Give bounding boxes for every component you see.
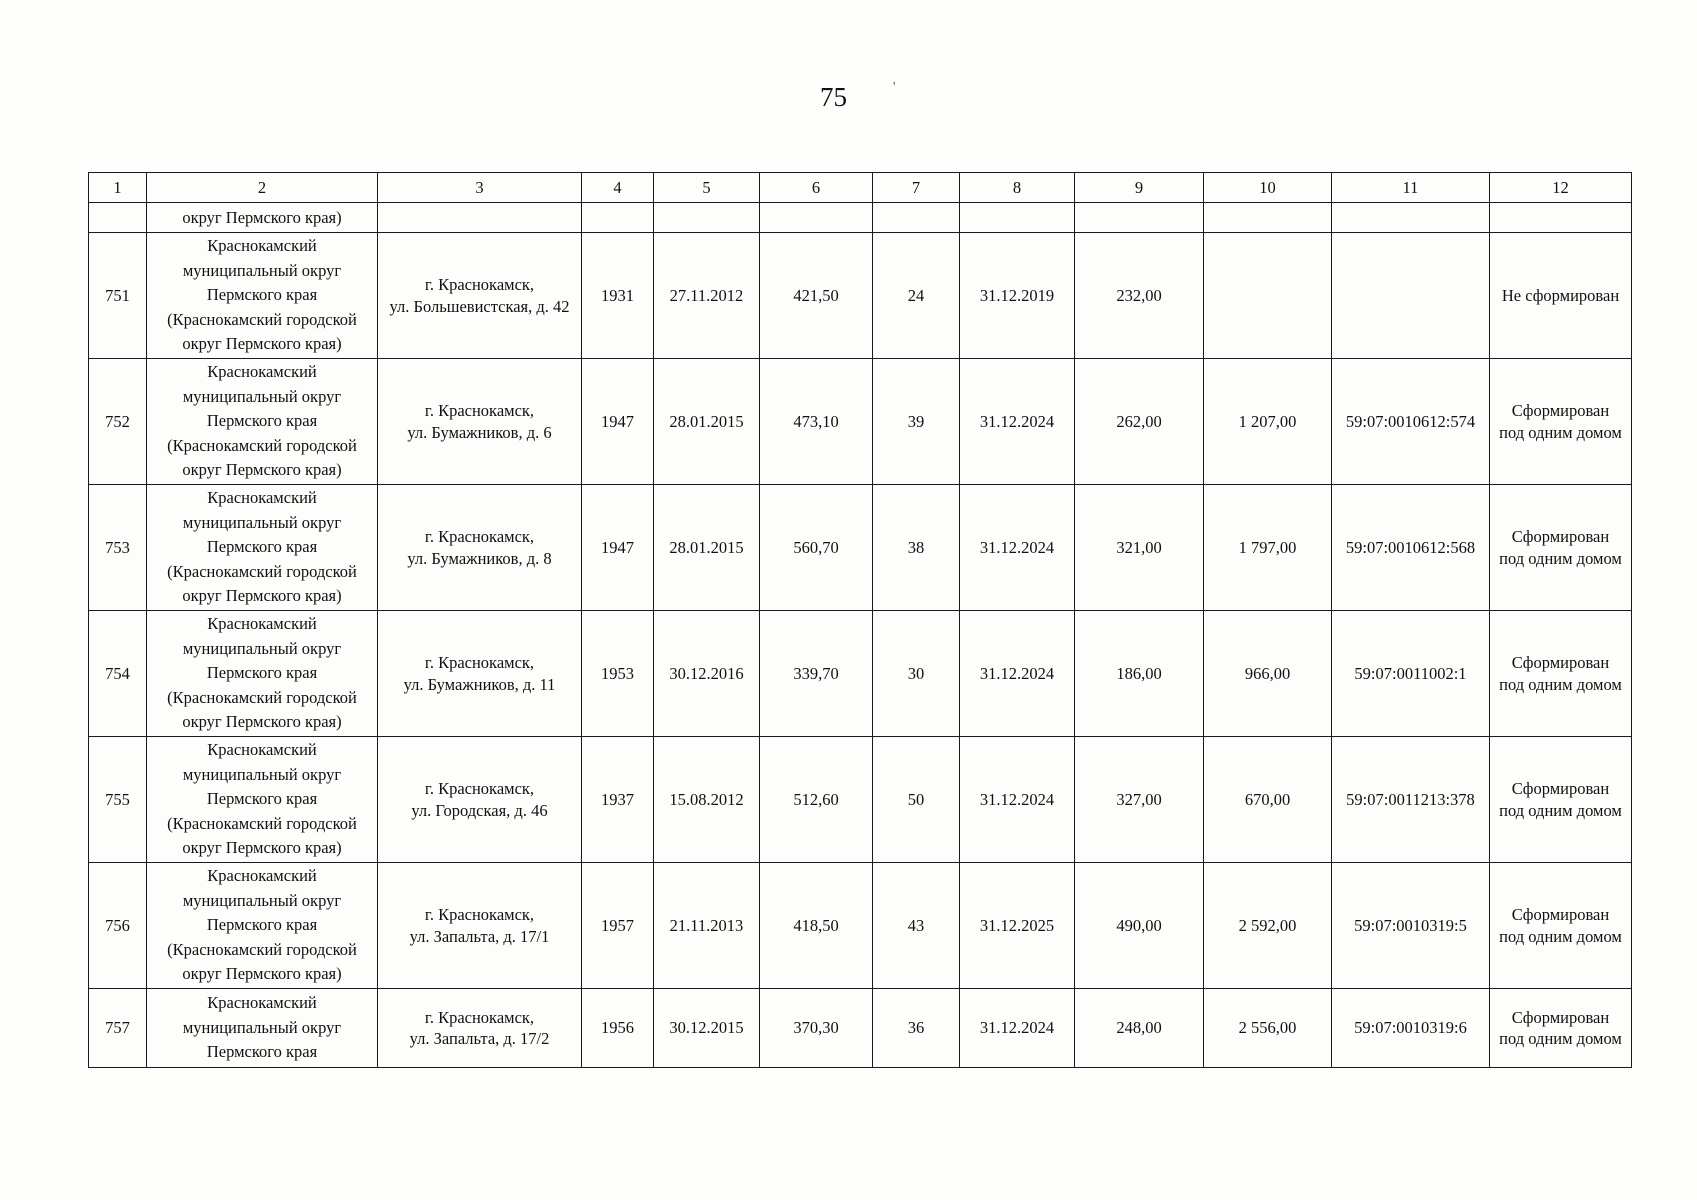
- municipality-line: Краснокамский: [207, 236, 317, 256]
- area-cell: 418,50: [760, 863, 873, 989]
- date-cell: 31.12.2024: [960, 737, 1075, 863]
- municipality-line: округ Пермского края): [182, 586, 342, 606]
- table-row: [89, 611, 1632, 737]
- count-cell: 38: [873, 485, 960, 611]
- table-row: [89, 485, 1632, 611]
- address-line: г. Краснокамск,: [424, 905, 535, 925]
- table-row: [89, 737, 1632, 863]
- row-number: 754: [89, 611, 147, 737]
- municipality-line: муниципальный округ: [182, 890, 342, 910]
- address-cell: [378, 233, 582, 359]
- address-line: ул. Запальта, д. 17/1: [409, 926, 550, 946]
- area-cell: 327,00: [1075, 737, 1204, 863]
- date-cell: 30.12.2016: [654, 611, 760, 737]
- table-row: [89, 863, 1632, 989]
- table-row: [89, 359, 1632, 485]
- table-header-row: [89, 173, 1632, 203]
- cadastre-cell: 59:07:0010319:6: [1332, 989, 1490, 1068]
- municipality-line: Пермского края: [206, 537, 318, 557]
- address-line: ул. Запальта, д. 17/2: [409, 1029, 550, 1048]
- date-cell: 31.12.2024: [960, 359, 1075, 485]
- address-line: ул. Большевистская, д. 42: [389, 296, 570, 316]
- municipality-line: муниципальный округ: [182, 386, 342, 406]
- area-cell: 2 592,00: [1204, 863, 1332, 989]
- table-row: [89, 233, 1632, 359]
- date-cell: 15.08.2012: [654, 737, 760, 863]
- status-line: под одним домом: [1499, 422, 1622, 442]
- area-cell: 473,10: [760, 359, 873, 485]
- table-row: [89, 989, 1632, 1068]
- year-cell: 1957: [582, 863, 654, 989]
- municipality-line: округ Пермского края): [182, 460, 342, 480]
- carry-over-row: [89, 203, 1632, 233]
- status-cell: [1490, 233, 1632, 359]
- area-cell: 339,70: [760, 611, 873, 737]
- header-cell: 10: [1204, 173, 1332, 203]
- year-cell: 1953: [582, 611, 654, 737]
- area-cell: 966,00: [1204, 611, 1332, 737]
- year-cell: 1931: [582, 233, 654, 359]
- area-cell: [1204, 233, 1332, 359]
- cadastre-cell: [1332, 233, 1490, 359]
- row-number: 755: [89, 737, 147, 863]
- address-line: ул. Городская, д. 46: [411, 800, 548, 820]
- address-line: ул. Бумажников, д. 6: [407, 422, 552, 442]
- area-cell: 262,00: [1075, 359, 1204, 485]
- address-line: г. Краснокамск,: [424, 779, 535, 799]
- status-line: под одним домом: [1499, 800, 1622, 820]
- status-cell: [1490, 863, 1632, 989]
- area-cell: 232,00: [1075, 233, 1204, 359]
- table-cell: [378, 203, 582, 233]
- status-line: под одним домом: [1499, 674, 1622, 694]
- municipality-cell: [147, 485, 378, 611]
- municipality-line: Пермского края: [206, 663, 318, 683]
- municipality-line: Краснокамский: [207, 488, 317, 508]
- cadastre-cell: 59:07:0011002:1: [1332, 611, 1490, 737]
- area-cell: 248,00: [1075, 989, 1204, 1068]
- date-cell: 28.01.2015: [654, 485, 760, 611]
- area-cell: 370,30: [760, 989, 873, 1068]
- count-cell: 30: [873, 611, 960, 737]
- municipality-line: Краснокамский: [207, 740, 317, 760]
- date-cell: 28.01.2015: [654, 359, 760, 485]
- municipality-line: Краснокамский: [207, 362, 317, 382]
- date-cell: 31.12.2025: [960, 863, 1075, 989]
- status-line: Сформирован: [1511, 779, 1610, 799]
- status-line: под одним домом: [1499, 1029, 1622, 1048]
- table-cell: [1075, 203, 1204, 233]
- date-cell: 31.12.2024: [960, 611, 1075, 737]
- header-cell: 9: [1075, 173, 1204, 203]
- status-line: Не сформирован: [1501, 285, 1620, 305]
- municipality-line: Пермского края: [206, 1042, 318, 1062]
- table-cell: [760, 203, 873, 233]
- row-number: 756: [89, 863, 147, 989]
- municipality-line: (Краснокамский городской: [167, 687, 357, 707]
- municipality-line: муниципальный округ: [182, 638, 342, 658]
- count-cell: 50: [873, 737, 960, 863]
- header-cell: 4: [582, 173, 654, 203]
- date-cell: 31.12.2024: [960, 485, 1075, 611]
- year-cell: 1956: [582, 989, 654, 1068]
- stray-mark: ': [893, 80, 896, 95]
- address-cell: [378, 611, 582, 737]
- date-cell: 31.12.2019: [960, 233, 1075, 359]
- area-cell: 670,00: [1204, 737, 1332, 863]
- year-cell: 1947: [582, 485, 654, 611]
- area-cell: 321,00: [1075, 485, 1204, 611]
- municipality-line: Краснокамский: [207, 993, 317, 1013]
- area-cell: 186,00: [1075, 611, 1204, 737]
- header-cell: 6: [760, 173, 873, 203]
- municipality-line: округ Пермского края): [182, 964, 342, 984]
- page-number: 75: [820, 82, 847, 112]
- cadastre-cell: 59:07:0010319:5: [1332, 863, 1490, 989]
- address-line: г. Краснокамск,: [424, 1007, 535, 1027]
- municipality-line: (Краснокамский городской: [167, 939, 357, 959]
- area-cell: 2 556,00: [1204, 989, 1332, 1068]
- date-cell: 21.11.2013: [654, 863, 760, 989]
- status-cell: [1490, 989, 1632, 1068]
- municipality-line: муниципальный округ: [182, 1017, 342, 1037]
- municipality-line: округ Пермского края): [182, 712, 342, 732]
- address-line: ул. Бумажников, д. 8: [407, 548, 552, 568]
- address-cell: [378, 485, 582, 611]
- municipality-cell: округ Пермского края): [147, 203, 378, 233]
- row-number: 757: [89, 989, 147, 1068]
- cadastre-cell: 59:07:0011213:378: [1332, 737, 1490, 863]
- table-cell: [1204, 203, 1332, 233]
- table-cell: [89, 203, 147, 233]
- area-cell: 490,00: [1075, 863, 1204, 989]
- header-cell: 7: [873, 173, 960, 203]
- table-cell: [960, 203, 1075, 233]
- cadastre-cell: 59:07:0010612:568: [1332, 485, 1490, 611]
- count-cell: 43: [873, 863, 960, 989]
- municipality-cell: [147, 359, 378, 485]
- municipality-cell: [147, 863, 378, 989]
- table-cell: [1490, 203, 1632, 233]
- municipality-line: Пермского края: [206, 789, 318, 809]
- status-cell: [1490, 485, 1632, 611]
- municipality-line: муниципальный округ: [182, 260, 342, 280]
- municipality-line: округ Пермского края): [182, 334, 342, 354]
- area-cell: 1 207,00: [1204, 359, 1332, 485]
- municipality-line: Краснокамский: [207, 614, 317, 634]
- header-cell: 3: [378, 173, 582, 203]
- table-cell: [1332, 203, 1490, 233]
- municipality-line: Пермского края: [206, 915, 318, 935]
- municipality-cell: [147, 989, 378, 1068]
- address-line: г. Краснокамск,: [424, 275, 535, 295]
- municipality-line: Пермского края: [206, 411, 318, 431]
- date-cell: 31.12.2024: [960, 989, 1075, 1068]
- area-cell: 421,50: [760, 233, 873, 359]
- housing-registry-table: [88, 172, 1632, 1068]
- address-line: г. Краснокамск,: [424, 653, 535, 673]
- row-number: 751: [89, 233, 147, 359]
- area-cell: 560,70: [760, 485, 873, 611]
- count-cell: 36: [873, 989, 960, 1068]
- year-cell: 1947: [582, 359, 654, 485]
- status-cell: [1490, 611, 1632, 737]
- status-cell: [1490, 359, 1632, 485]
- cadastre-cell: 59:07:0010612:574: [1332, 359, 1490, 485]
- status-cell: [1490, 737, 1632, 863]
- municipality-line: муниципальный округ: [182, 512, 342, 532]
- header-cell: 2: [147, 173, 378, 203]
- municipality-cell: [147, 737, 378, 863]
- date-cell: 27.11.2012: [654, 233, 760, 359]
- status-line: Сформирован: [1511, 401, 1610, 421]
- address-line: г. Краснокамск,: [424, 401, 535, 421]
- row-number: 753: [89, 485, 147, 611]
- municipality-line: (Краснокамский городской: [167, 435, 357, 455]
- address-cell: [378, 989, 582, 1068]
- municipality-line: округ Пермского края): [182, 838, 342, 858]
- header-cell: 1: [89, 173, 147, 203]
- status-line: под одним домом: [1499, 548, 1622, 568]
- municipality-line: (Краснокамский городской: [167, 309, 357, 329]
- table-cell: [873, 203, 960, 233]
- header-cell: 5: [654, 173, 760, 203]
- status-line: Сформирован: [1511, 653, 1610, 673]
- status-line: Сформирован: [1511, 527, 1610, 547]
- status-line: Сформирован: [1511, 1007, 1610, 1027]
- count-cell: 39: [873, 359, 960, 485]
- address-cell: [378, 863, 582, 989]
- municipality-line: Пермского края: [206, 285, 318, 305]
- municipality-line: (Краснокамский городской: [167, 561, 357, 581]
- municipality-line: Краснокамский: [207, 866, 317, 886]
- header-cell: 12: [1490, 173, 1632, 203]
- address-cell: [378, 737, 582, 863]
- municipality-line: (Краснокамский городской: [167, 813, 357, 833]
- table-cell: [654, 203, 760, 233]
- address-line: г. Краснокамск,: [424, 527, 535, 547]
- address-cell: [378, 359, 582, 485]
- municipality-line: муниципальный округ: [182, 764, 342, 784]
- address-line: ул. Бумажников, д. 11: [403, 674, 556, 694]
- year-cell: 1937: [582, 737, 654, 863]
- date-cell: 30.12.2015: [654, 989, 760, 1068]
- row-number: 752: [89, 359, 147, 485]
- count-cell: 24: [873, 233, 960, 359]
- municipality-cell: [147, 611, 378, 737]
- status-line: под одним домом: [1499, 926, 1622, 946]
- status-line: Сформирован: [1511, 905, 1610, 925]
- area-cell: 1 797,00: [1204, 485, 1332, 611]
- header-cell: 8: [960, 173, 1075, 203]
- header-cell: 11: [1332, 173, 1490, 203]
- area-cell: 512,60: [760, 737, 873, 863]
- municipality-cell: [147, 233, 378, 359]
- table-cell: [582, 203, 654, 233]
